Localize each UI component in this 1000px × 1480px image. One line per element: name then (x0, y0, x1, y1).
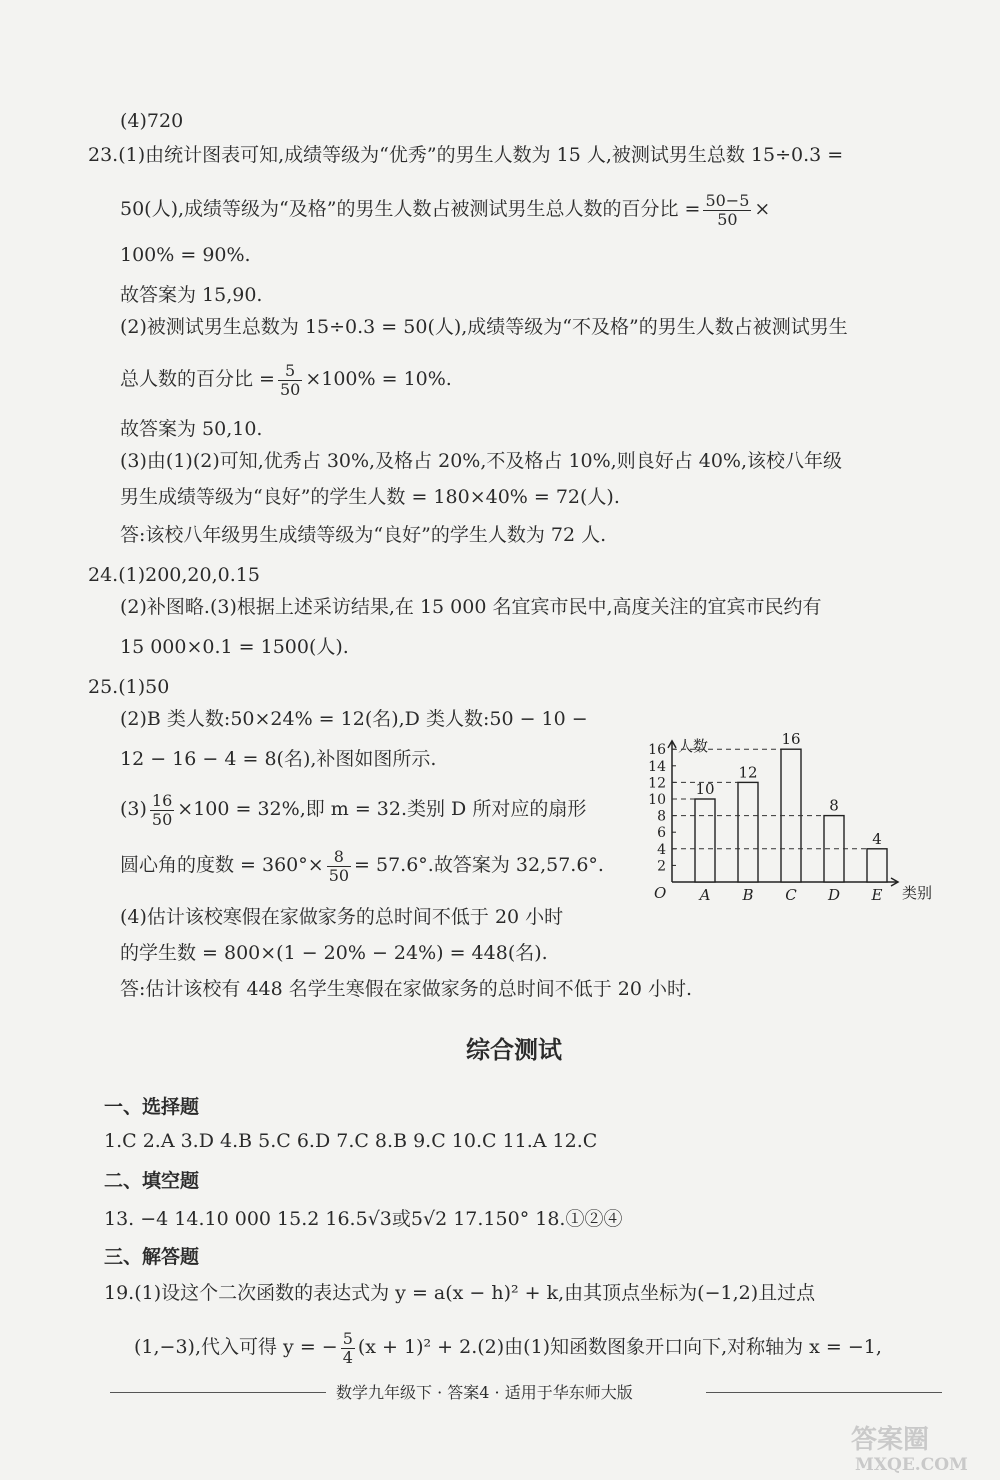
answer-25-3-tail: ×100 = 32%,即 m = 32.类别 D 所对应的扇形 (177, 798, 587, 821)
x-tick-label: E (871, 886, 883, 904)
fraction-16-50 (150, 792, 174, 828)
bar-E (867, 849, 887, 882)
answer-23-2-line2-text: 总人数的百分比 = (120, 368, 275, 391)
answer-25-3-line2 (120, 848, 604, 884)
times-sign: × (754, 198, 771, 221)
answer-25-3-line2-text: 圆心角的度数 = 360°× (120, 854, 324, 877)
fraction-numerator: 8 (327, 848, 351, 867)
answer-25-4-line2: 的学生数 = 800×(1 − 20% − 24%) = 448(名). (120, 942, 548, 964)
bar-value-label: 12 (738, 763, 758, 782)
y-tick-label: 6 (657, 825, 666, 842)
answer-24-2-line2: 15 000×0.1 = 1500(人). (120, 636, 349, 658)
section-title: 综合测试 (466, 1036, 562, 1064)
answer-23-3-result: 答:该校八年级男生成绩等级为“良好”的学生人数为 72 人. (120, 524, 607, 546)
answer-23-3-line1: (3)由(1)(2)可知,优秀占 30%,及格占 20%,不及格占 10%,则良好占 40%,该校八年级 (120, 450, 843, 472)
y-tick-label: 2 (657, 858, 666, 875)
fraction-denominator: 4 (342, 1347, 353, 1367)
heading-multiple-choice: 一、选择题 (104, 1096, 200, 1118)
page-footer: 数学九年级下 · 答案4 · 适用于华东师大版 (336, 1383, 633, 1402)
watermark-domain: MXQE.COM (855, 1455, 968, 1475)
watermark-logo (845, 1418, 995, 1476)
answer-25-2-line2: 12 − 16 − 4 = 8(名),补图如图所示. (120, 748, 437, 770)
origin-label: O (654, 884, 667, 902)
answer-19-line2-tail: (x + 1)² + 2.(2)由(1)知函数图象开口向下,对称轴为 x = −1, (357, 1336, 882, 1359)
fraction-numerator: 50−5 (705, 191, 750, 210)
multiple-choice-answers: 1.C 2.A 3.D 4.B 5.C 6.D 7.C 8.B 9.C 10.C 11.A 12.C (104, 1130, 598, 1152)
y-tick-label: 12 (648, 775, 666, 792)
heading-fill-blank: 二、填空题 (104, 1170, 200, 1192)
answer-19-line1: 19.(1)设这个二次函数的表达式为 y = a(x − h)² + k,由其顶点坐标为(−1,2)且过点 (104, 1282, 816, 1304)
bar-value-label: 4 (872, 829, 882, 848)
heading-solutions: 三、解答题 (104, 1246, 200, 1268)
bar-value-label: 16 (781, 730, 801, 749)
answer-19-line2 (134, 1330, 882, 1366)
answer-23-1-line3: 100% = 90%. (120, 244, 251, 266)
answer-25-4-line1: (4)估计该校寒假在家做家务的总时间不低于 20 小时 (120, 906, 564, 928)
fraction-denominator: 50 (717, 209, 738, 229)
answer-19-line2-text: (1,−3),代入可得 y = − (134, 1336, 338, 1359)
answer-25-4-result: 答:估计该校有 448 名学生寒假在家做家务的总时间不低于 20 小时. (120, 978, 693, 1000)
bar-B (738, 782, 758, 882)
answer-23-1-result: 故答案为 15,90. (120, 284, 263, 306)
y-tick-label: 14 (648, 758, 666, 775)
answer-23-3-line2: 男生成绩等级为“良好”的学生人数 = 180×40% = 72(人). (120, 486, 620, 508)
fraction-denominator: 50 (279, 379, 301, 399)
fill-blank-answers: 13. −4 14.10 000 15.2 16.5√3或5√2 17.150° 18.①②④ (104, 1208, 623, 1230)
y-axis-label: 人数 (678, 736, 709, 755)
answer-23-2-line1: (2)被测试男生总数为 15÷0.3 = 50(人),成绩等级为“不及格”的男生人数占被测试男生 (120, 316, 848, 338)
answer-25-2-line1: (2)B 类人数:50×24% = 12(名),D 类人数:50 − 10 − (120, 708, 588, 730)
fraction-denominator: 50 (328, 865, 350, 885)
fraction-numerator: 5 (278, 362, 302, 381)
answer-23-2-result: 故答案为 50,10. (120, 418, 263, 440)
footer-rule-right (706, 1392, 942, 1393)
y-tick-label: 16 (648, 742, 666, 759)
bar-A (695, 799, 715, 882)
answer-22-4: (4)720 (120, 110, 184, 132)
fraction-45-50 (703, 192, 751, 228)
answer-23-1-line2 (120, 192, 770, 228)
x-tick-label: A (699, 886, 711, 904)
answer-23-2-line2-tail: ×100% = 10%. (305, 368, 452, 391)
fraction-5-4 (341, 1330, 355, 1366)
fraction-5-50 (278, 362, 302, 398)
answer-23-1-line1: 23.(1)由统计图表可知,成绩等级为“优秀”的男生人数为 15 人,被测试男生总数 15÷0.3 = (88, 144, 844, 166)
fraction-denominator: 50 (151, 809, 173, 829)
x-tick-label: D (827, 886, 841, 904)
bar-chart (640, 700, 950, 910)
bar-value-label: 8 (829, 796, 839, 815)
fraction-8-50 (327, 848, 351, 884)
y-tick-label: 4 (657, 841, 666, 858)
answer-24-1: 24.(1)200,20,0.15 (88, 564, 260, 586)
answer-25-3-line2-tail: = 57.6°.故答案为 32,57.6°. (354, 854, 604, 877)
answer-25-3-prefix: (3) (120, 798, 147, 821)
answer-23-2-line2 (120, 362, 452, 398)
y-tick-label: 8 (657, 808, 666, 825)
answer-23-1-line2-text: 50(人),成绩等级为“及格”的男生人数占被测试男生总人数的百分比 = (120, 198, 701, 221)
y-tick-label: 10 (648, 792, 666, 808)
answer-25-1: 25.(1)50 (88, 676, 170, 698)
bar-value-label: 10 (695, 780, 715, 798)
footer-rule-left (110, 1392, 326, 1393)
x-tick-label: B (742, 886, 754, 904)
answer-24-2-line1: (2)补图略.(3)根据上述采访结果,在 15 000 名宜宾市民中,高度关注的宜宾市民约有 (120, 596, 822, 618)
watermark-text: 答案圈 (851, 1425, 930, 1455)
fraction-numerator: 16 (151, 791, 173, 810)
answer-25-3-line1 (120, 792, 586, 828)
x-tick-label: C (785, 886, 797, 904)
x-axis-label: 类别 (902, 884, 933, 902)
fraction-numerator: 5 (342, 1329, 353, 1348)
